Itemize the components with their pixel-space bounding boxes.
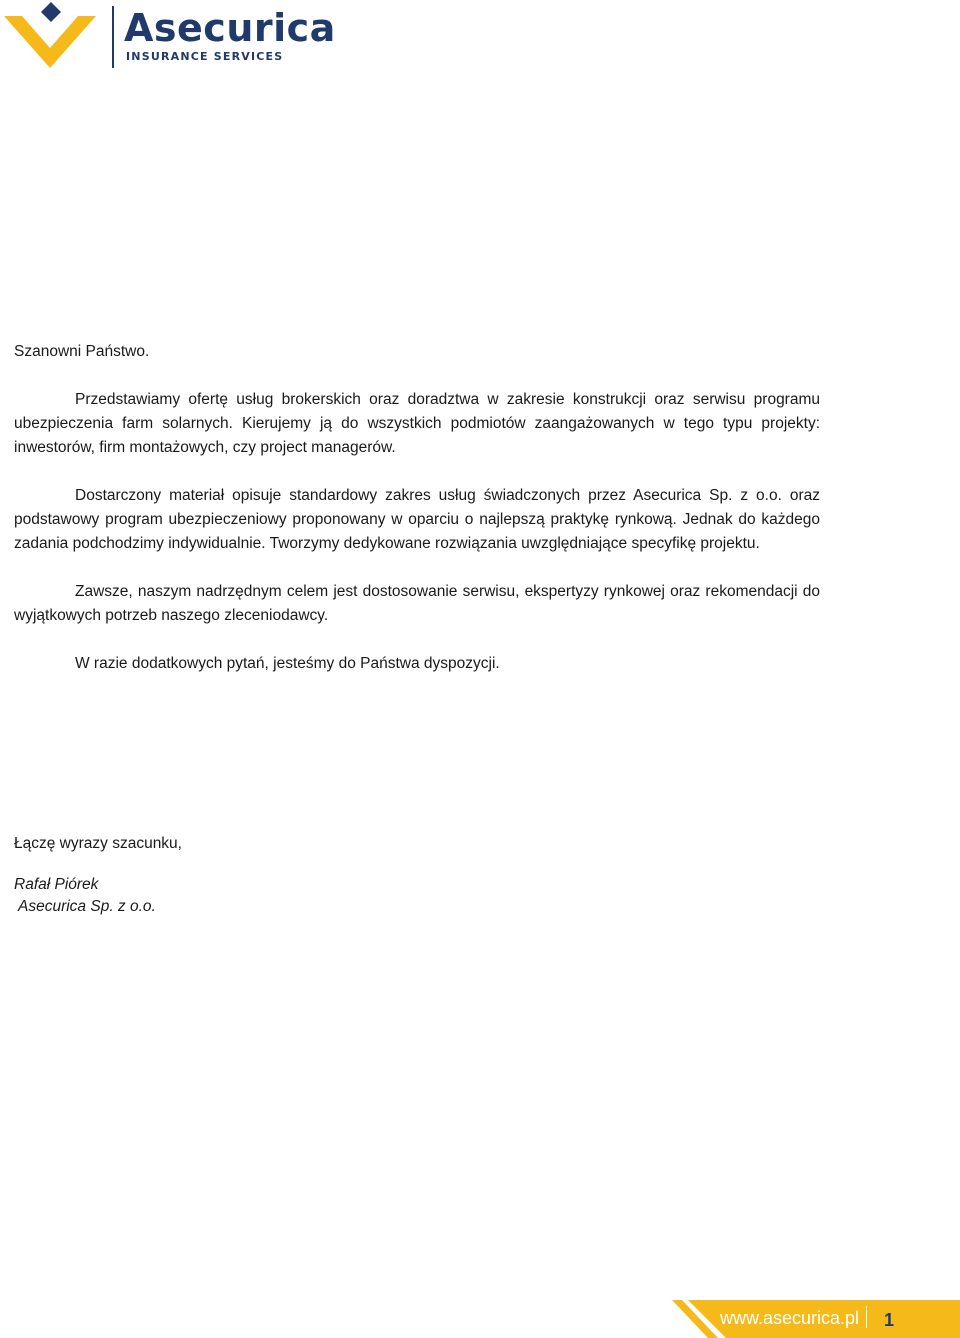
greeting: Szanowni Państwo. [14,343,150,360]
logo-divider [112,6,114,68]
company-logo [4,2,334,72]
paragraph-4: W razie dodatkowych pytań, jesteśmy do Państwa dyspozycji. [75,655,500,672]
signature-block [14,874,156,918]
signature-name: Rafał Piórek [14,876,99,893]
footer-separator [866,1306,867,1328]
paragraph-2: Dostarczony materiał opisuje standardowy zakres usług świadczonych przez Asecurica Sp. z o.o. oraz podstawowy program ubezpieczeniowy proponowany w oparciu o najlepszą praktykę rynkową. Jednak do każdego zadania podchodzimy indywidualnie. Tworzymy dedykowane rozwiązania uwzględniające specyfikę projektu. [14,487,820,552]
page-footer [668,1300,960,1338]
letter-body [14,340,820,700]
logo-chevron-icon [4,2,110,70]
logo-name: Asecurica [124,6,336,50]
paragraph-1: Przedstawiamy ofertę usług brokerskich oraz doradztwa w zakresie konstrukcji oraz serwisu programu ubezpieczenia farm solarnych. Kierujemy ją do wszystkich podmiotów zaangażowanych w tego typu projekty: inwestorów, firm montażowych, czy project managerów. [14,391,820,456]
page-number: 1 [884,1310,895,1330]
signature-company: Asecurica Sp. z o.o. [18,898,156,915]
footer-website-link[interactable]: www.asecurica.pl [720,1308,860,1328]
logo-subtitle: INSURANCE SERVICES [126,50,284,63]
closing-line: Łączę wyrazy szacunku, [14,835,182,852]
paragraph-3: Zawsze, naszym nadrzędnym celem jest dostosowanie serwisu, ekspertyzy rynkowej oraz rekomendacji do wyjątkowych potrzeb naszego zleceniodawcy. [14,583,820,624]
